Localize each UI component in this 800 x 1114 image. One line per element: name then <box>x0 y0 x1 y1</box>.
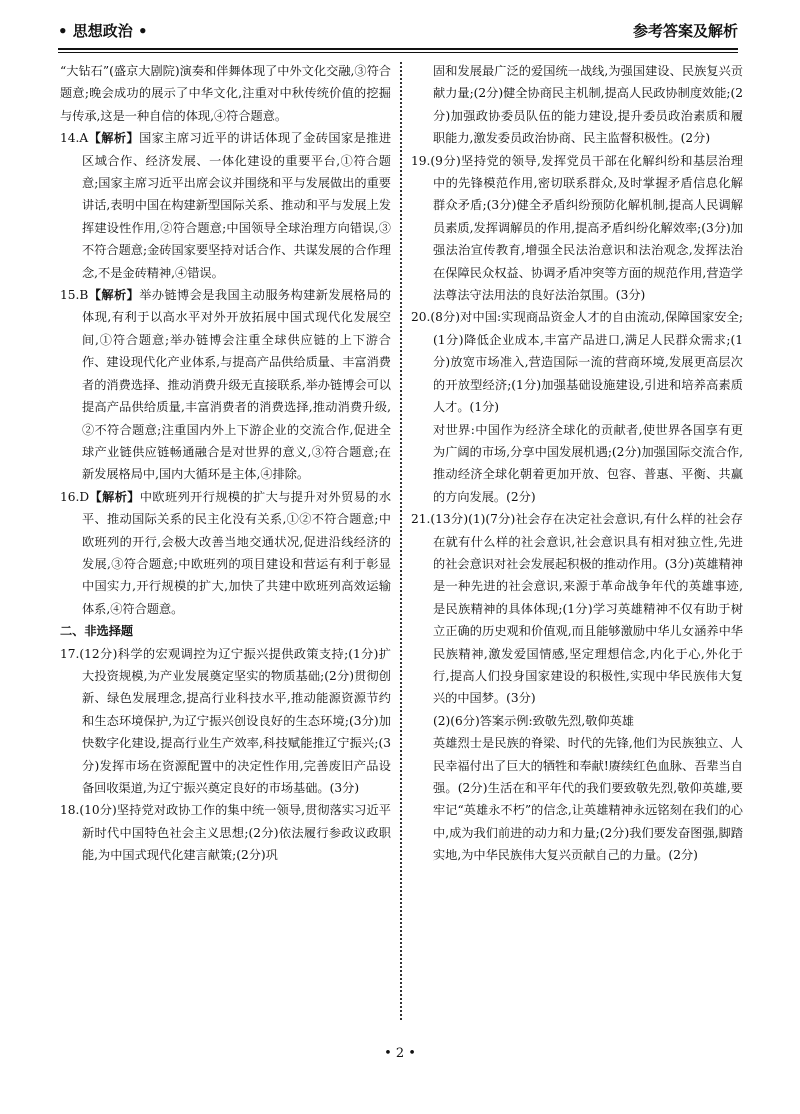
answer-20-world: 对世界:中国作为经济全球化的贡献者,使世界各国享有更为广阔的市场,分享中国发展机遇;(2分)加强国际交流合作,推动经济全球化朝着更加开放、包容、普惠、平衡、共赢的方向发展。(2分) <box>433 422 743 504</box>
question-number: 21. <box>411 512 431 527</box>
answer-text: (9分)坚持党的领导,发挥党员干部在化解纠纷和基层治理中的先锋模范作用,密切联系群众,及时掌握矛盾信息化解群众矛盾;(3分)健全矛盾纠纷预防化解机制,提高人民调解员素质,发挥调解员的作用,提高矛盾纠纷化解效率;(3分)加强法治宣传教育,增强全民法治意识和法治观念,发挥法治在保障民众权益、协调矛盾冲突等方面的规范作用,营造学法尊法守法用法的良好法治氛围。(3分) <box>430 153 743 303</box>
answer-19 <box>411 150 743 307</box>
right-column <box>411 60 743 867</box>
question-number: 19. <box>411 153 431 168</box>
header-rule <box>58 48 738 50</box>
analysis-tag: 【解析】 <box>88 131 140 146</box>
question-number: 16.D <box>60 489 90 504</box>
question-number: 18. <box>60 803 80 818</box>
continued-answer: “大钻石”(盛京大剧院)演奏和伴舞体现了中外文化交融,③符合题意;晚会成功的展示了中华文化,注重对中秋传统价值的挖掘与传承,这是一种自信的体现,④符合题意。 <box>60 64 391 123</box>
answer-text: 举办链博会是我国主动服务构建新发展格局的体现,有利于以高水平对外开放拓展中国式现代化发展空间,①符合题意;举办链博会注重全球供应链的上下游合作、建设现代化产业体系,与提高产品供给质量、丰富消费者的消费选择、推动消费升级无直接联系,举办链博会可以提高产品供给质量,丰富消费者的消费选择,推动消费升级,②不符合题意;注重国内外上下游企业的交流合作,促进全球产业链供应链畅通融合是对世界的意义,③符合题意;在新发展格局中,国内大循环是主体,④排除。 <box>82 288 392 482</box>
answer-17 <box>60 643 391 800</box>
answer-21-part2-title: (2)(6分)答案示例:致敬先烈,敬仰英雄 <box>433 713 634 728</box>
answer-14 <box>60 127 391 284</box>
left-column <box>60 60 391 867</box>
continued-answer-18: 固和发展最广泛的爱国统一战线,为强国建设、民族复兴贡献力量;(2分)健全协商民主机制,提高人民政协制度效能;(2分)加强政协委员队伍的能力建设,提升委员政治素质和履职能力,激发委员政治协商、民主监督积极性。(2分) <box>433 64 743 146</box>
section-heading: 二、非选择题 <box>60 624 134 639</box>
answer-16 <box>60 486 391 620</box>
answer-text: 中欧班列开行规模的扩大与提升对外贸易的水平、推动国际关系的民主化没有关系,①②不符合题意;中欧班列的开行,会极大改善当地交通状况,促进沿线经济的发展,③符合题意;中欧班列的项目建设和营运有利于彰显中国实力,开行规模的扩大,加快了共建中欧班列高效运输体系,④符合题意。 <box>82 489 392 616</box>
subject-title: • 思想政治 • <box>58 21 148 40</box>
answer-text: (8分)对中国:实现商品资金人才的自由流动,保障国家安全;(1分)降低企业成本,丰富产品进口,满足人民群众需求;(1分)放宽市场准入,营造国际一流的营商环境,发展更高层次的开放型经济;(1分)加强基础设施建设,引进和培养高素质人才。(1分) <box>430 310 743 415</box>
section-title: 参考答案及解析 <box>632 21 738 40</box>
page-number: • 2 • <box>384 1046 416 1061</box>
answer-text: (12分)科学的宏观调控为辽宁振兴提供政策支持;(1分)扩大投资规模,为产业发展奠定坚实的物质基础;(2分)贯彻创新、绿色发展理念,提高行业科技水平,推动能源资源节约和生态环境保护,为辽宁振兴创设良好的生态环境;(3分)加快数字化建设,提高行业生产效率,科技赋能推辽宁振兴;(3分)发挥市场在资源配置中的决定性作用,完善废旧产品设备回收渠道,为辽宁振兴奠定良好的市场基础。(3分) <box>79 646 391 795</box>
answer-text: (10分)坚持党对政协工作的集中统一领导,贯彻落实习近平新时代中国特色社会主义思想;(2分)依法履行参政议政职能,为中国式现代化建言献策;(2分)巩 <box>79 803 391 863</box>
answer-20 <box>411 306 743 418</box>
analysis-tag: 【解析】 <box>88 288 140 303</box>
answer-text: (13分)(1)(7分)社会存在决定社会意识,有什么样的社会存在就有什么样的社会意识,社会意识具有相对独立性,先进的社会意识对社会发展起积极的推动作用。(3分)英雄精神是一种先进的社会意识,来源于革命战争年代的英雄事迹,是民族精神的具体体现;(1分)学习英雄精神不仅有助于树立正确的历史观和价值观,而且能够激励中华儿女涵养中华民族精神,激发爱国情感,坚定理想信念,内化于心,外化于行,提高人们投身国家建设的积极性,实现中华民族伟大复兴的中国梦。(3分) <box>430 512 743 706</box>
answer-18 <box>60 799 391 866</box>
page-header <box>58 16 738 44</box>
answer-21 <box>411 508 743 710</box>
question-number: 20. <box>411 310 431 325</box>
question-number: 14.A <box>60 131 89 146</box>
column-divider <box>400 62 402 1020</box>
answer-15 <box>60 284 391 486</box>
answer-21-part2-text: 英雄烈士是民族的脊梁、时代的先锋,他们为民族独立、人民幸福付出了巨大的牺牲和奉献!赓续红色血脉、吾辈当自强。(2分)生活在和平年代的我们要致敬先烈,敬仰英雄,要牢记“英雄永不朽”的信念,让英雄精神永远铭刻在我们的心中,成为我们前进的动力和力量;(2分)我们要发奋图强,脚踏实地,为中华民族伟大复兴贡献自己的力量。(2分) <box>433 736 743 863</box>
header-rule-thin <box>58 52 738 53</box>
question-number: 15.B <box>60 288 89 303</box>
analysis-tag: 【解析】 <box>89 489 140 504</box>
question-number: 17. <box>60 646 80 661</box>
answer-text: 国家主席习近平的讲话体现了金砖国家是推进区域合作、经济发展、一体化建设的重要平台,①符合题意;国家主席习近平出席会议并围绕和平与发展做出的重要讲话,表明中国在构建新型国际关系、推动和平与发展上发挥建设性作用,②符合题意;中国领导全球治理方向错误,③不符合题意;金砖国家要坚持对话合作、共谋发展的合作理念,不是金砖精神,④错误。 <box>82 131 392 280</box>
